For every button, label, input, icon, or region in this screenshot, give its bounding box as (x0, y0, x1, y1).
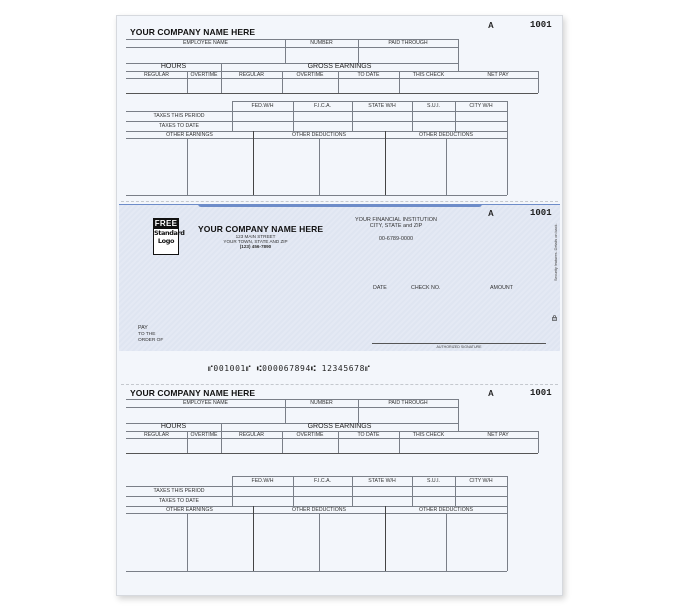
check-number: 1001 (530, 208, 552, 218)
lock-icon (552, 315, 557, 321)
check-no-label: CHECK NO. (411, 285, 441, 291)
bank-city: CITY, STATE and ZIP (369, 223, 423, 229)
col-fed-wh: FED.W/H (251, 478, 274, 484)
row-taxes-this-period: TAXES THIS PERIOD (153, 113, 205, 119)
header-number: NUMBER (310, 400, 333, 406)
to-the-label: TO THE (138, 332, 156, 337)
header-hours: HOURS (160, 63, 187, 70)
header-other-deductions-2: OTHER DEDUCTIONS (419, 132, 473, 138)
security-features-text: Security features. Details on back. (554, 223, 558, 281)
header-other-deductions-2: OTHER DEDUCTIONS (419, 507, 473, 513)
header-other-deductions-1: OTHER DEDUCTIONS (292, 132, 346, 138)
check-letter: A (488, 209, 494, 218)
col-gross-overtime: OVERTIME (296, 72, 324, 78)
signature-label: AUTHORIZED SIGNATURE (436, 345, 482, 349)
header-gross-earnings: GROSS EARNINGS (307, 423, 372, 430)
company-address-line2: YOUR TOWN, STATE AND ZIP (223, 239, 288, 244)
col-fica: F.I.C.A. (313, 478, 331, 484)
stub-company-name: YOUR COMPANY NAME HERE (130, 388, 256, 398)
col-gross-overtime: OVERTIME (296, 432, 324, 438)
pay-label: PAY (138, 325, 148, 331)
header-employee-name: EMPLOYEE NAME (183, 400, 228, 406)
company-logo (153, 218, 185, 255)
col-state-wh: STATE W/H (368, 103, 396, 109)
stub-top (117, 16, 564, 201)
header-paid-through: PAID THROUGH (388, 400, 428, 406)
header-other-earnings: OTHER EARNINGS (166, 507, 213, 513)
header-other-earnings: OTHER EARNINGS (166, 132, 213, 138)
col-city-wh: CITY W/H (469, 478, 493, 484)
logo-logo-text: Logo (157, 237, 175, 245)
check-accent-bar (198, 204, 482, 207)
check-body (119, 204, 560, 351)
logo-free-text: FREE (154, 219, 178, 228)
col-city-wh: CITY W/H (469, 103, 493, 109)
col-hours-regular: REGULAR (143, 72, 170, 78)
stub-check-number: 1001 (530, 20, 552, 30)
col-fed-wh: FED.W/H (251, 103, 274, 109)
stub-check-number: 1001 (530, 388, 552, 398)
col-hours-overtime: OVERTIME (190, 72, 218, 78)
header-paid-through: PAID THROUGH (388, 40, 428, 46)
stub-bottom (117, 376, 564, 591)
stub-letter: A (488, 21, 494, 30)
company-address-line1: 123 MAIN STREET (235, 234, 276, 239)
row-taxes-to-date: TAXES TO DATE (159, 123, 199, 129)
col-net-pay: NET PAY (487, 72, 509, 78)
stub-company-name: YOUR COMPANY NAME HERE (130, 27, 256, 37)
payroll-check-form (116, 15, 563, 596)
header-number: NUMBER (310, 40, 333, 46)
col-this-check: THIS CHECK (412, 72, 445, 78)
col-fica: F.I.C.A. (313, 103, 331, 109)
col-sui: S.U.I. (427, 103, 440, 109)
date-label: DATE (373, 285, 387, 291)
micr-line: ⑈001001⑈ ⑆000067894⑆ 12345678⑈ (208, 364, 371, 373)
header-gross-earnings: GROSS EARNINGS (307, 63, 372, 70)
header-other-deductions-1: OTHER DEDUCTIONS (292, 507, 346, 513)
col-hours-regular: REGULAR (143, 432, 170, 438)
col-gross-regular: REGULAR (238, 72, 265, 78)
header-employee-name: EMPLOYEE NAME (183, 40, 228, 46)
logo-standard-text: Standard (154, 229, 185, 237)
amount-label: AMOUNT (490, 285, 513, 291)
row-taxes-to-date: TAXES TO DATE (159, 498, 199, 504)
bank-name: YOUR FINANCIAL INSTITUTION (355, 217, 437, 223)
routing-fraction: 00-6789-0000 (378, 236, 414, 242)
col-sui: S.U.I. (427, 478, 440, 484)
stub-letter: A (488, 389, 494, 398)
col-to-date: TO DATE (357, 432, 380, 438)
col-this-check: THIS CHECK (412, 432, 445, 438)
perforation-top (121, 201, 558, 202)
company-phone: (123) 456-7890 (239, 244, 272, 249)
col-gross-regular: REGULAR (238, 432, 265, 438)
check-company-name: YOUR COMPANY NAME HERE (198, 224, 324, 234)
header-hours: HOURS (160, 423, 187, 430)
col-hours-overtime: OVERTIME (190, 432, 218, 438)
col-to-date: TO DATE (357, 72, 380, 78)
col-state-wh: STATE W/H (368, 478, 396, 484)
col-net-pay: NET PAY (487, 432, 509, 438)
signature-line[interactable] (372, 343, 546, 344)
order-of-label: ORDER OF (138, 338, 164, 343)
row-taxes-this-period: TAXES THIS PERIOD (153, 488, 205, 494)
